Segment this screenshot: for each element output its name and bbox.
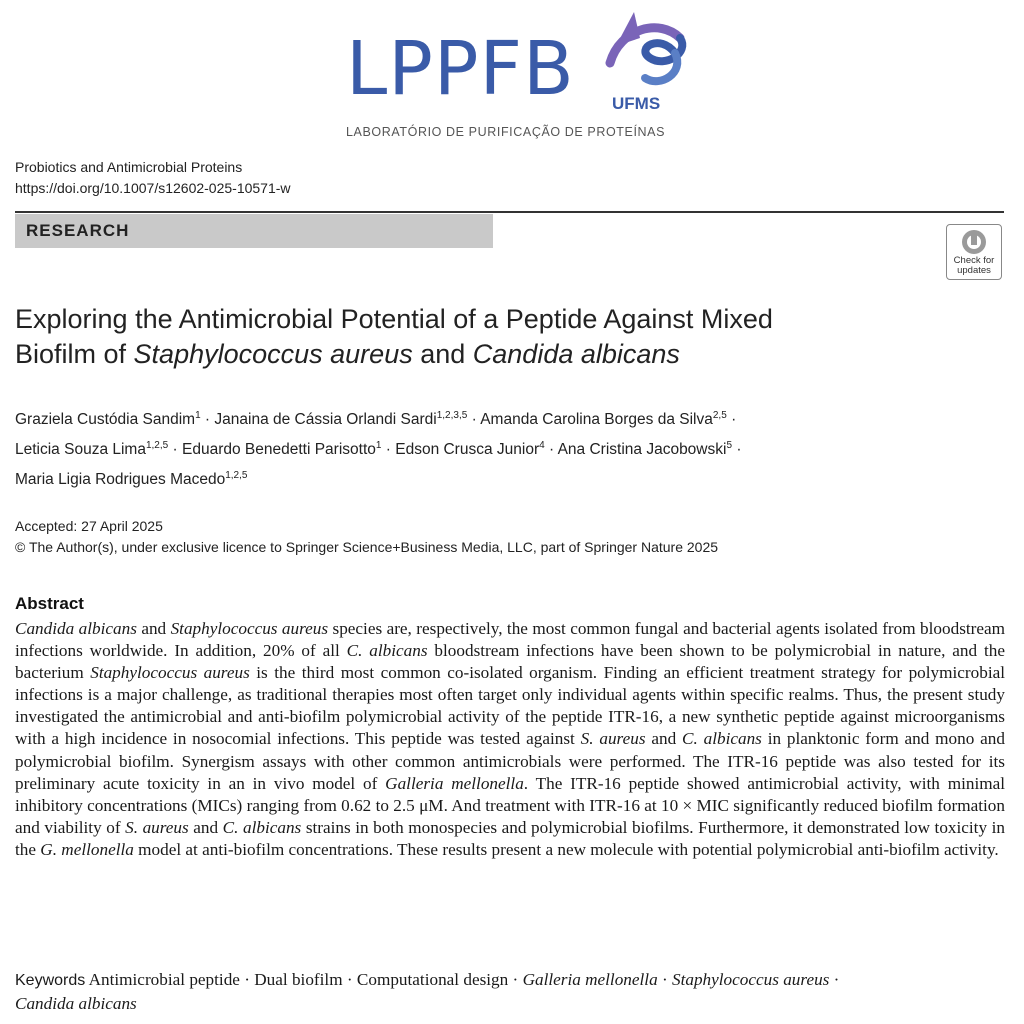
title-species1: Staphylococcus aureus bbox=[133, 339, 413, 369]
section-banner bbox=[15, 214, 493, 248]
author-affiliation: 1 bbox=[375, 440, 382, 452]
doi-link[interactable]: https://doi.org/10.1007/s12602-025-10571-w bbox=[15, 180, 291, 196]
check-updates-label bbox=[947, 256, 1001, 276]
keyword-separator: · bbox=[829, 970, 840, 989]
abstract-species: C. albicans bbox=[682, 729, 762, 749]
check-updates-line1: Check for bbox=[953, 255, 995, 266]
abstract-species: Galleria mellonella bbox=[385, 773, 524, 793]
abstract-text-run: and bbox=[645, 729, 683, 749]
author-affiliation: 1,2,5 bbox=[145, 440, 169, 452]
author-name[interactable]: Eduardo Benedetti Parisotto bbox=[182, 441, 376, 459]
author-name[interactable]: Graziela Custódia Sandim bbox=[15, 411, 196, 429]
abstract-text-run: model at anti-biofilm concentrations. These results present a new molecule with potential polymicrobial anti-biofilm activity. bbox=[133, 839, 999, 859]
publication-info bbox=[15, 516, 718, 558]
abstract-species: Staphylococcus aureus bbox=[90, 663, 250, 683]
keyword[interactable]: Dual biofilm bbox=[254, 970, 343, 989]
copyright-notice: © The Author(s), under exclusive licence to Springer Science+Business Media, LLC, part of Springer Nature 2025 bbox=[15, 539, 719, 555]
abstract-text bbox=[15, 618, 1005, 861]
author-affiliation: 1,2,3,5 bbox=[436, 410, 468, 421]
abstract-text-run: species are, respectively, the most common fungal and bacterial agents isolated from bloodstream infections worldwide. In addition, 20% of all bbox=[15, 619, 1006, 661]
logo-wordmark: LPPFB bbox=[346, 26, 575, 112]
keywords bbox=[15, 968, 1005, 1015]
abstract-heading: Abstract bbox=[15, 594, 84, 613]
title-line1: Exploring the Antimicrobial Potential of a Peptide Against Mixed bbox=[15, 304, 773, 334]
keyword[interactable]: Galleria mellonella bbox=[522, 970, 658, 989]
abstract-species: Staphylococcus aureus bbox=[170, 619, 329, 638]
title-species2: Candida albicans bbox=[472, 339, 680, 369]
author-affiliation: 5 bbox=[726, 440, 733, 452]
abstract-text-run: strains in both monospecies and polymicrobial biofilms. Furthermore, it demonstrated low toxicity in the bbox=[15, 817, 1005, 859]
keyword[interactable]: Staphylococcus aureus bbox=[672, 970, 830, 989]
title-part3: and bbox=[412, 339, 473, 369]
author-name[interactable]: Ana Cristina Jacobowski bbox=[557, 441, 727, 459]
author-affiliation: 1,2,5 bbox=[225, 470, 248, 482]
keyword-separator: · bbox=[508, 970, 523, 989]
abstract-text-run: in planktonic form and mono and polymicrobial biofilm. Synergism assays with other common antimicrobials were performed. The ITR-16 peptide was also tested for its preliminary acute toxicity in an in vivo model of bbox=[15, 729, 1005, 793]
logo-badge: UFMS bbox=[612, 94, 661, 113]
abstract-text-run: and bbox=[136, 619, 171, 638]
abstract-species: G. mellonella bbox=[40, 839, 134, 859]
keyword-separator: · bbox=[239, 970, 255, 989]
abstract-species: C. albicans bbox=[222, 817, 302, 837]
journal-info bbox=[15, 157, 291, 199]
keyword[interactable]: Computational design bbox=[356, 970, 509, 989]
accepted-date: Accepted: 27 April 2025 bbox=[15, 518, 163, 534]
keyword[interactable]: Antimicrobial peptide bbox=[88, 970, 240, 989]
lab-logo bbox=[340, 8, 700, 140]
header-rule bbox=[15, 211, 1004, 213]
abstract-species: C. albicans bbox=[346, 641, 428, 661]
author-name[interactable]: Amanda Carolina Borges da Silva bbox=[480, 411, 713, 429]
check-updates-line2: updates bbox=[957, 265, 991, 276]
abstract-species: Candida albicans bbox=[15, 619, 137, 638]
keyword-separator: · bbox=[657, 970, 672, 989]
author-affiliation: 1 bbox=[195, 410, 201, 421]
paper-title bbox=[15, 302, 975, 372]
check-updates-icon bbox=[960, 228, 988, 256]
section-label: RESEARCH bbox=[26, 221, 130, 240]
logo-subtitle: LABORATÓRIO DE PURIFICAÇÃO DE PROTEÍNAS bbox=[346, 125, 666, 139]
author-name[interactable]: Edson Crusca Junior bbox=[395, 441, 540, 459]
keywords-heading: Keywords bbox=[15, 972, 86, 989]
abstract-text-run: bloodstream infections have been shown to be polymicrobial in nature, and the bacterium bbox=[15, 641, 1005, 683]
author-name[interactable]: Janaina de Cássia Orlandi Sardi bbox=[214, 411, 437, 429]
author-affiliation: 2,5 bbox=[712, 410, 727, 421]
abstract-text-run: is the third most common co-isolated organism. Finding an efficient treatment strategy for polymicrobial infections is a major challenge, as traditional therapies most often target only individual agents within specific realms. Thus, the present study investigated the antimicrobial and anti-biofilm polymicrobial activity of the peptide ITR-16, a new synthetic peptide against microorganisms with a high incidence in nosocomial infections. This peptide was tested against bbox=[15, 663, 1005, 749]
abstract-species: S. aureus bbox=[580, 729, 646, 749]
author-name[interactable]: Maria Ligia Rodrigues Macedo bbox=[15, 471, 226, 489]
abstract-text-run: and bbox=[188, 817, 223, 837]
journal-name: Probiotics and Antimicrobial Proteins bbox=[15, 159, 243, 175]
author-name[interactable]: Leticia Souza Lima bbox=[15, 441, 146, 459]
keyword-separator: · bbox=[342, 970, 357, 989]
abstract-species: S. aureus bbox=[125, 817, 189, 837]
check-updates-button[interactable] bbox=[946, 224, 1002, 280]
title-part2: Biofilm of bbox=[15, 339, 134, 369]
keyword[interactable]: Candida albicans bbox=[15, 994, 137, 1013]
abstract-text-run: . The ITR-16 peptide showed antimicrobial activity, with minimal inhibitory concentrations (MICs) ranging from 0.62 to 2.5 μM. And treatment with ITR-16 at 10 × MIC significantly reduced biofilm formation and viability of bbox=[15, 773, 1006, 837]
author-list: Graziela Custódia Sandim$^1$ · Janaina de Cássia Orlandi Sardi$^{1,2,3,5}$ · Amanda Carolina Borges da Silva$^{2,5}$ · Leticia Souza Lima$^{1,2,5}$ · Eduardo Benedetti Parisotto$^1$ · Edson Crusca Junior$^4$ · Ana Cristina Jacobowski$^5$ · Maria Ligia Rodrigues Macedo$^{1,2,5}$ bbox=[15, 410, 742, 489]
author-affiliation: 4 bbox=[539, 440, 545, 452]
